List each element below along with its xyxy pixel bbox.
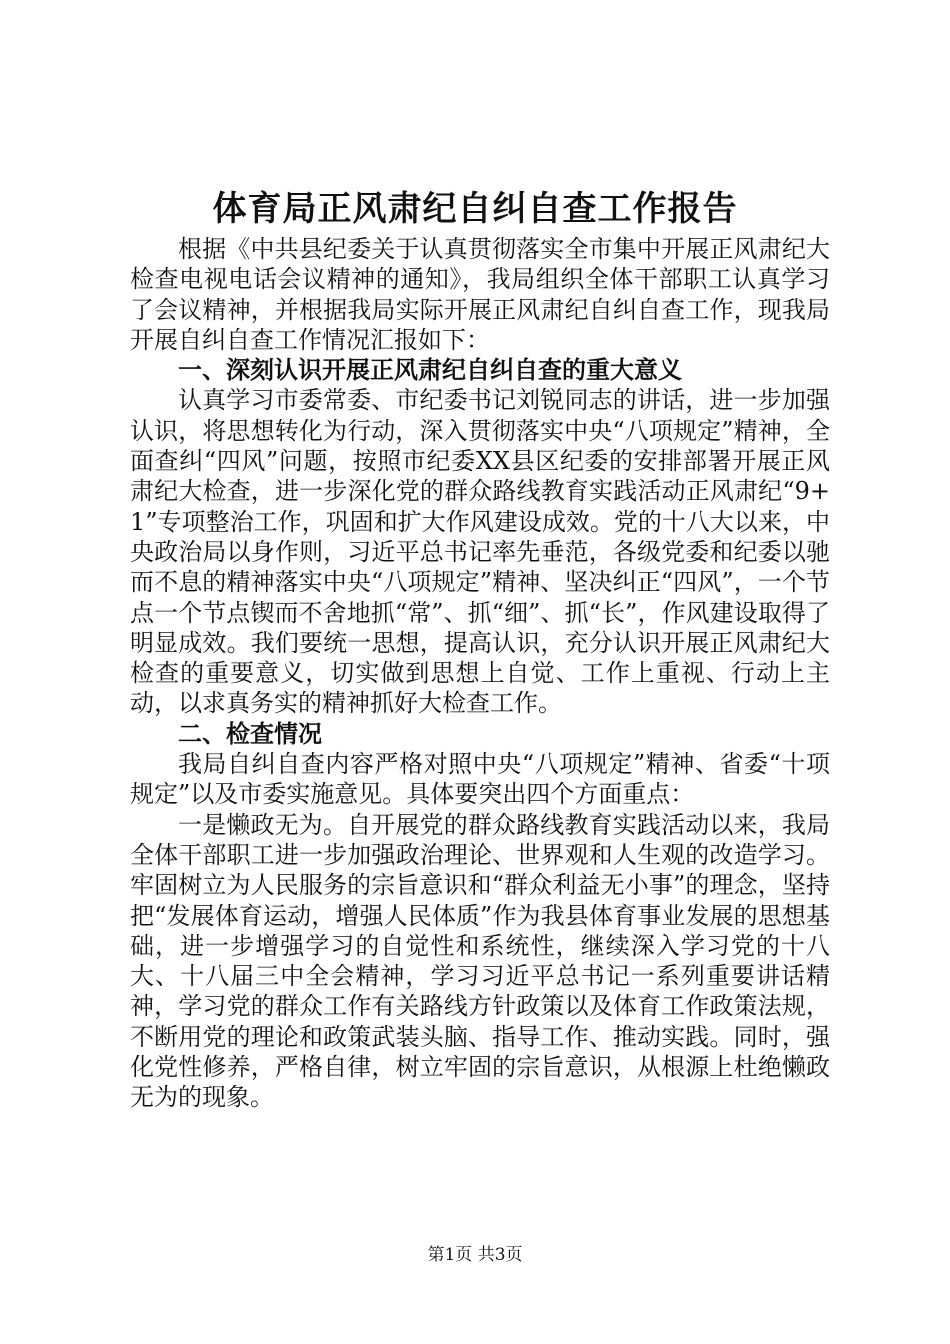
- intro-paragraph: 根据《中共县纪委关于认真贯彻落实全市集中开展正风肃纪大检查电视电话会议精神的通知》，我局组织全体干部职工认真学习了会议精神，并根据我局实际开展正风肃纪自纠自查工作，现我局开展自纠自查工作情况汇报如下：: [130, 235, 830, 354]
- section-heading-1: 一、深刻认识开展正风肃纪自纠自查的重大意义: [178, 356, 682, 385]
- document-body: [130, 234, 830, 1113]
- section-1-paragraph: 认真学习市委常委、市纪委书记刘锐同志的讲话，进一步加强认识，将思想转化为行动，深入贯彻落实中央“八项规定”精神，全面查纠“四风”问题，按照市纪委XX县区纪委的安排部署开展正风肃纪大检查，进一步深化党的群众路线教育实践活动正风肃纪“9+1”专项整治工作，巩固和扩大作风建设成效。党的十八大以来，中央政治局以身作则，习近平总书记率先垂范，各级党委和纪委以驰而不息的精神落实中央“八项规定”精神、坚决纠正“四风”，一个节点一个节点锲而不舍地抓“常”、抓“细”、抓“长”，作风建设取得了明显成效。我们要统一思想，提高认识，充分认识开展正风肃纪大检查的重要意义，切实做到思想上自觉、工作上重视、行动上主动，以求真务实的精神抓好大检查工作。: [130, 386, 830, 718]
- document-title: 体育局正风肃纪自纠自查工作报告: [212, 189, 738, 229]
- section-heading-2: 二、检查情况: [178, 719, 322, 748]
- section-2-paragraph-2: 一是懒政无为。自开展党的群众路线教育实践活动以来，我局全体干部职工进一步加强政治理论、世界观和人生观的改造学习。牢固树立为人民服务的宗旨意识和“群众利益无小事”的理念，坚持把“发展体育运动，增强人民体质”作为我县体育事业发展的思想基础，进一步增强学习的自觉性和系统性，继续深入学习党的十八大、十八届三中全会精神，学习习近平总书记一系列重要讲话精神，学习党的群众工作有关路线方针政策以及体育工作政策法规，不断用党的理论和政策武装头脑、指导工作、推动实践。同时，强化党性修养，严格自律，树立牢固的宗旨意识，从根源上杜绝懒政无为的现象。: [130, 810, 830, 1112]
- page-footer: 第1页 共3页: [427, 1245, 523, 1265]
- section-2-paragraph-1: 我局自纠自查内容严格对照中央“八项规定”精神、省委“十项规定”以及市委实施意见。具体要突出四个方面重点：: [130, 750, 830, 809]
